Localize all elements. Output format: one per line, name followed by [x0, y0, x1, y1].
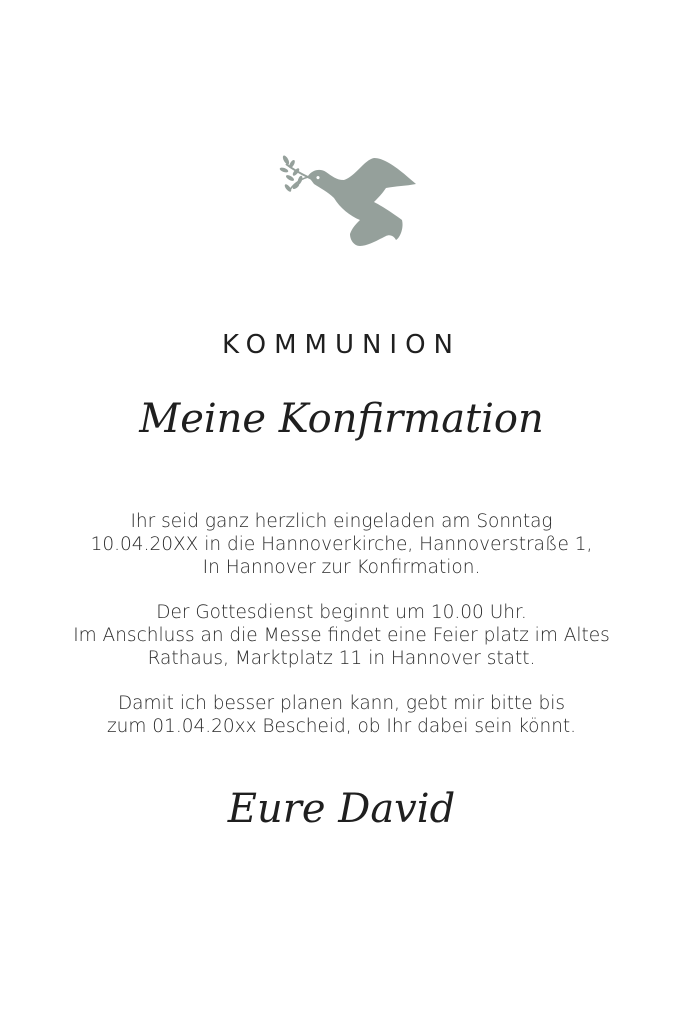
paragraph-rsvp	[40, 692, 643, 738]
text-line: Damit ich besser planen kann, gebt mir bitte bis	[117, 693, 566, 714]
text-line: Rathaus, Marktplatz 11 in Hannover statt.	[147, 648, 536, 669]
dove-body	[308, 158, 416, 246]
text-line: Im Anschluss an die Messe findet eine Feier platz im Altes	[73, 625, 610, 646]
signature: Eure David	[227, 786, 456, 832]
text-line: 10.04.20XX in die Hannoverkirche, Hannoverstraße 1,	[90, 534, 593, 555]
headline: KOMMUNION	[221, 330, 462, 360]
olive-branch	[279, 155, 314, 193]
text-line: zum 01.04.20xx Bescheid, ob Ihr dabei sein könnt.	[106, 716, 577, 737]
script-title: Meine Konfirmation	[139, 396, 544, 442]
dove-with-olive-branch-icon	[278, 150, 420, 250]
text-line: Der Gottesdienst beginnt um 10.00 Uhr.	[156, 602, 527, 623]
paragraph-service	[40, 601, 643, 670]
paragraph-invitation	[40, 510, 643, 579]
text-line: Ihr seid ganz herzlich eingeladen am Sonntag	[130, 511, 553, 532]
text-line: In Hannover zur Konfirmation.	[202, 557, 481, 578]
